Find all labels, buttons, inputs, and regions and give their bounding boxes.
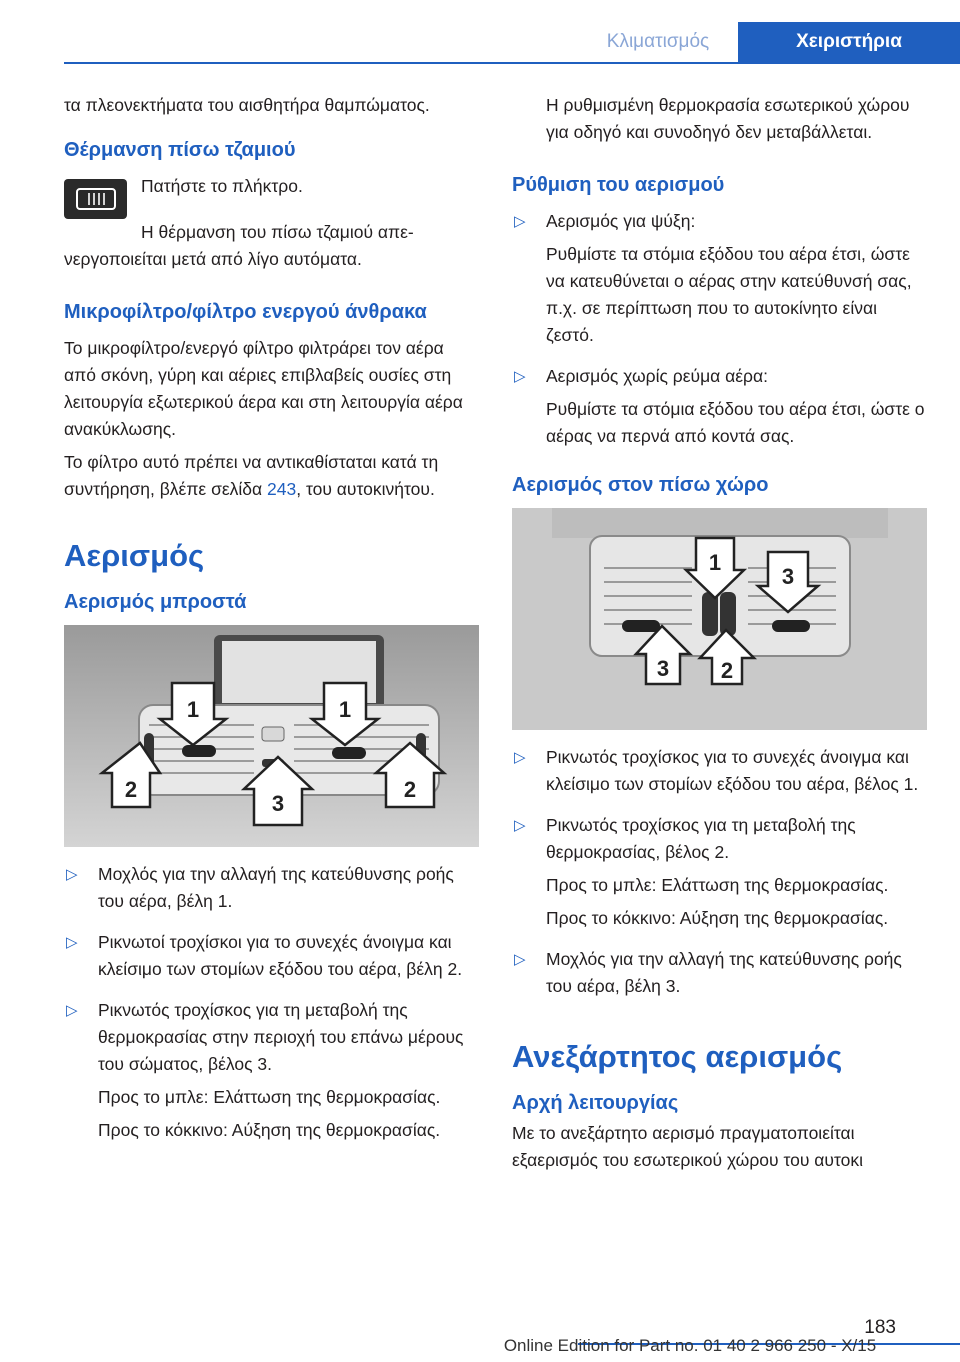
rear-window-heading: Θέρμανση πίσω τζαμιού bbox=[64, 139, 296, 161]
triangle-right-icon: ▷ bbox=[66, 866, 78, 883]
triangle-right-icon: ▷ bbox=[514, 213, 526, 230]
front-vent-list bbox=[64, 861, 479, 1144]
list-item: ▷ Αερισμός χωρίς ρεύμα αέρα: Ρυθμίστε τα στόμια εξόδου του αέρα έτσι, ώστε ο αέρας να περνά από κοντά σας. bbox=[512, 363, 928, 450]
adjust-list bbox=[512, 208, 928, 450]
list-item: ▷ Ρικνωτοί τροχίσκοι για το συνεχές άνοιγμα και κλείσιμο των στομίων εξόδου του αέρα, βέλη 2. bbox=[64, 929, 479, 983]
front-vent-figure bbox=[64, 625, 479, 847]
front-label-1a: 1 bbox=[186, 697, 200, 722]
triangle-right-icon: ▷ bbox=[514, 749, 526, 766]
triangle-right-icon: ▷ bbox=[66, 934, 78, 951]
list-item: ▷ Ρικνωτός τροχίσκος για τη μεταβολή της θερμοκρασίας, βέλος 2. Προς το μπλε: Ελάττωση της θερμοκρασίας. Προς το κόκκινο: Αύξηση της θερμοκρασίας. bbox=[512, 812, 928, 932]
list-item: ▷ Μοχλός για την αλλαγή της κατεύθυνσης ροής του αέρα, βέλη 1. bbox=[64, 861, 479, 915]
front-label-3: 3 bbox=[271, 791, 285, 816]
intro-text: τα πλεονεκτήματα του αισθητήρα θαμπώματος. bbox=[64, 95, 430, 115]
header-chapter: Χειριστήρια bbox=[738, 22, 960, 62]
triangle-right-icon: ▷ bbox=[66, 1002, 78, 1019]
edition-text: Online Edition for Part no. 01 40 2 966 250 - X/15 bbox=[503, 1336, 877, 1355]
rear-label-2: 2 bbox=[720, 658, 734, 683]
front-label-2b: 2 bbox=[403, 777, 417, 802]
header-section: Κλιματισμός bbox=[606, 31, 710, 52]
top-text: Η ρυθμισμένη θερμοκρασία εσωτερικού χώρου για οδηγό και συνοδηγό δεν μεταβάλλεται. bbox=[546, 95, 910, 142]
filter-text-2: Το φίλτρο αυτό πρέπει να αντικαθίσταται κατά τη συντήρηση, βλέπε σελίδα 243, του αυτοκινήτου. bbox=[64, 452, 439, 499]
filter-text-1: Το μικροφίλτρο/ενεργό φίλτρο φιλτράρει τον αέρα από σκόνη, γύρη και αέριες επιβλαβείς ουσίες στη λειτουργία εξωτερικού άερα και στη λειτουργία αέρα ανακύκλωσης. bbox=[64, 338, 463, 439]
ventilation-heading: Αερισμός bbox=[64, 538, 205, 573]
triangle-right-icon: ▷ bbox=[514, 951, 526, 968]
rear-label-1: 1 bbox=[708, 550, 722, 575]
page-number: 183 bbox=[864, 1317, 896, 1338]
rear-window-note: Η θέρμανση του πίσω τζαμιού απενεργοποιείται μετά από λίγο αυτόματα. bbox=[64, 222, 414, 269]
adjust-heading: Ρύθμιση του αερισμού bbox=[512, 174, 725, 196]
triangle-right-icon: ▷ bbox=[514, 817, 526, 834]
right-column bbox=[512, 92, 928, 1186]
rear-label-3a: 3 bbox=[781, 564, 795, 589]
front-label-2a: 2 bbox=[124, 777, 138, 802]
left-column bbox=[64, 92, 479, 1158]
independent-vent-heading: Ανεξάρτητος αερισμός bbox=[512, 1039, 843, 1074]
rear-vent-heading: Αερισμός στον πίσω χώρο bbox=[512, 474, 769, 496]
header-rule bbox=[64, 62, 960, 64]
principle-text: Με το ανεξάρτητο αερισμό πραγματοποιείται εξαερισμός του εσωτερικού χώρου του αυτοκι bbox=[512, 1123, 863, 1170]
list-item: ▷ Ρικνωτός τροχίσκος για το συνεχές άνοιγμα και κλείσιμο των στομίων εξόδου του αέρα, βέλος 1. bbox=[512, 744, 928, 798]
rear-defrost-icon bbox=[64, 179, 127, 219]
list-item: ▷ Αερισμός για ψύξη: Ρυθμίστε τα στόμια εξόδου του αέρα έτσι, ώστε να κατευθύνεται ο αέρας στην κατεύθυνσή σας, π.χ. σε περίπτωση που το αυτοκίνητο είναι ζεστό. bbox=[512, 208, 928, 349]
page-link-243[interactable]: 243 bbox=[267, 479, 297, 499]
triangle-right-icon: ▷ bbox=[514, 368, 526, 385]
rear-label-3b: 3 bbox=[656, 656, 670, 681]
rear-window-step: Πατήστε το πλήκτρο. bbox=[141, 176, 303, 196]
list-item: ▷ Ρικνωτός τροχίσκος για τη μεταβολή της θερμοκρασίας στην περιοχή του επάνω μέρους του σώματος, βέλος 3. Προς το μπλε: Ελάττωση της θερμοκρασίας. Προς το κόκκινο: Αύξηση της θερμοκρασίας. bbox=[64, 997, 479, 1144]
principle-heading: Αρχή λειτουργίας bbox=[512, 1092, 679, 1114]
rear-vent-figure bbox=[512, 508, 927, 730]
front-vent-heading: Αερισμός μπροστά bbox=[64, 591, 247, 613]
filter-heading: Μικροφίλτρο/φίλτρο ενεργού άνθρακα bbox=[64, 301, 427, 323]
list-item: ▷ Μοχλός για την αλλαγή της κατεύθυνσης ροής του αέρα, βέλη 3. bbox=[512, 946, 928, 1000]
rear-window-row bbox=[64, 173, 479, 219]
rear-vent-list bbox=[512, 744, 928, 1000]
front-label-1b: 1 bbox=[338, 697, 352, 722]
